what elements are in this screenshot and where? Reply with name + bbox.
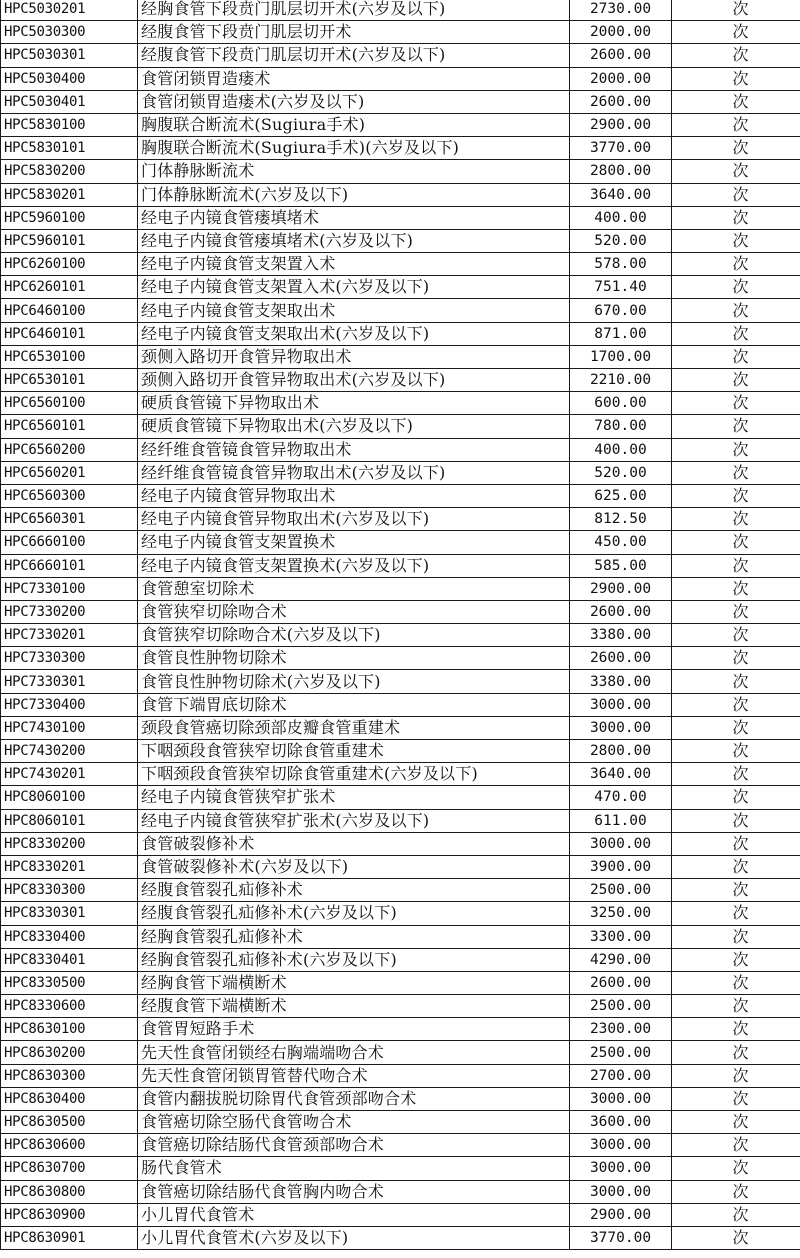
table-row (1, 90, 800, 113)
item-name-cell: 经电子内镜食管异物取出术(六岁及以下) (138, 508, 570, 531)
item-code-cell: HPC6260100 (1, 253, 138, 276)
item-unit-cell: 次 (672, 1064, 800, 1087)
table-row (1, 392, 800, 415)
item-name-cell: 经腹食管下段贲门肌层切开术 (138, 21, 570, 44)
item-code-cell: HPC6530100 (1, 345, 138, 368)
table-row (1, 902, 800, 925)
item-price-cell: 3770.00 (570, 137, 672, 160)
item-name-cell: 食管癌切除空肠代食管吻合术 (138, 1111, 570, 1134)
item-unit-cell: 次 (672, 879, 800, 902)
item-code-cell: HPC8330401 (1, 948, 138, 971)
table-row (1, 137, 800, 160)
item-unit-cell: 次 (672, 995, 800, 1018)
item-name-cell: 经电子内镜食管瘘填堵术(六岁及以下) (138, 229, 570, 252)
item-code-cell: HPC8630800 (1, 1180, 138, 1203)
item-name-cell: 食管闭锁胃造瘘术(六岁及以下) (138, 90, 570, 113)
table-row (1, 855, 800, 878)
item-price-cell: 2500.00 (570, 879, 672, 902)
item-price-cell: 670.00 (570, 299, 672, 322)
item-code-cell: HPC5830200 (1, 160, 138, 183)
item-price-cell: 4290.00 (570, 948, 672, 971)
table-row (1, 1180, 800, 1203)
item-unit-cell: 次 (672, 44, 800, 67)
item-name-cell: 小儿胃代食管术 (138, 1203, 570, 1226)
item-code-cell: HPC8630400 (1, 1087, 138, 1110)
item-code-cell: HPC5960101 (1, 229, 138, 252)
item-unit-cell: 次 (672, 229, 800, 252)
item-unit-cell: 次 (672, 925, 800, 948)
item-price-cell: 3900.00 (570, 855, 672, 878)
item-name-cell: 下咽颈段食管狭窄切除食管重建术(六岁及以下) (138, 763, 570, 786)
item-price-cell: 2000.00 (570, 21, 672, 44)
table-row (1, 461, 800, 484)
item-price-cell: 3000.00 (570, 832, 672, 855)
item-unit-cell: 次 (672, 415, 800, 438)
item-unit-cell: 次 (672, 1041, 800, 1064)
item-price-cell: 2500.00 (570, 1041, 672, 1064)
item-unit-cell: 次 (672, 206, 800, 229)
table-row (1, 1134, 800, 1157)
item-price-cell: 611.00 (570, 809, 672, 832)
item-code-cell: HPC8630600 (1, 1134, 138, 1157)
table-row (1, 786, 800, 809)
table-row (1, 484, 800, 507)
item-name-cell: 先天性食管闭锁经右胸端端吻合术 (138, 1041, 570, 1064)
table-row (1, 369, 800, 392)
item-name-cell: 食管癌切除结肠代食管颈部吻合术 (138, 1134, 570, 1157)
table-row (1, 67, 800, 90)
item-code-cell: HPC6460101 (1, 322, 138, 345)
item-unit-cell: 次 (672, 90, 800, 113)
item-code-cell: HPC7330100 (1, 577, 138, 600)
item-price-cell: 2900.00 (570, 113, 672, 136)
table-row (1, 948, 800, 971)
item-unit-cell: 次 (672, 461, 800, 484)
item-unit-cell: 次 (672, 345, 800, 368)
item-name-cell: 经电子内镜食管异物取出术 (138, 484, 570, 507)
item-unit-cell: 次 (672, 600, 800, 623)
item-price-cell: 450.00 (570, 531, 672, 554)
item-price-cell: 3380.00 (570, 624, 672, 647)
item-price-cell: 3640.00 (570, 763, 672, 786)
item-price-cell: 2600.00 (570, 600, 672, 623)
item-name-cell: 经腹食管裂孔疝修补术 (138, 879, 570, 902)
table-row (1, 229, 800, 252)
item-price-cell: 520.00 (570, 229, 672, 252)
item-unit-cell: 次 (672, 902, 800, 925)
item-code-cell: HPC6560100 (1, 392, 138, 415)
table-row (1, 438, 800, 461)
item-unit-cell: 次 (672, 786, 800, 809)
table-row (1, 508, 800, 531)
item-code-cell: HPC8330200 (1, 832, 138, 855)
table-row (1, 1041, 800, 1064)
item-name-cell: 经电子内镜食管瘘填堵术 (138, 206, 570, 229)
item-name-cell: 经电子内镜食管支架置换术(六岁及以下) (138, 554, 570, 577)
table-row (1, 299, 800, 322)
item-price-cell: 400.00 (570, 206, 672, 229)
item-price-cell: 751.40 (570, 276, 672, 299)
item-price-cell: 578.00 (570, 253, 672, 276)
table-row (1, 740, 800, 763)
item-price-cell: 470.00 (570, 786, 672, 809)
item-name-cell: 食管良性肿物切除术(六岁及以下) (138, 670, 570, 693)
item-price-cell: 2600.00 (570, 44, 672, 67)
table-row (1, 1111, 800, 1134)
item-code-cell: HPC5030400 (1, 67, 138, 90)
table-row (1, 183, 800, 206)
item-unit-cell: 次 (672, 855, 800, 878)
item-code-cell: HPC6560101 (1, 415, 138, 438)
item-code-cell: HPC8630901 (1, 1226, 138, 1249)
item-price-cell: 2300.00 (570, 1018, 672, 1041)
item-name-cell: 肠代食管术 (138, 1157, 570, 1180)
item-unit-cell: 次 (672, 369, 800, 392)
item-name-cell: 门体静脉断流术(六岁及以下) (138, 183, 570, 206)
table-row (1, 322, 800, 345)
item-unit-cell: 次 (672, 438, 800, 461)
item-unit-cell: 次 (672, 160, 800, 183)
item-code-cell: HPC5830201 (1, 183, 138, 206)
item-price-cell: 3300.00 (570, 925, 672, 948)
table-row (1, 809, 800, 832)
item-unit-cell: 次 (672, 624, 800, 647)
item-price-cell: 3000.00 (570, 1087, 672, 1110)
item-code-cell: HPC6530101 (1, 369, 138, 392)
item-price-cell: 520.00 (570, 461, 672, 484)
item-code-cell: HPC7330301 (1, 670, 138, 693)
item-price-cell: 2600.00 (570, 90, 672, 113)
item-price-cell: 812.50 (570, 508, 672, 531)
item-price-cell: 585.00 (570, 554, 672, 577)
table-row (1, 925, 800, 948)
item-price-cell: 2900.00 (570, 577, 672, 600)
item-price-cell: 3000.00 (570, 716, 672, 739)
item-name-cell: 颈侧入路切开食管异物取出术(六岁及以下) (138, 369, 570, 392)
item-name-cell: 经电子内镜食管支架置换术 (138, 531, 570, 554)
price-table-body (1, 0, 800, 1250)
item-code-cell: HPC7430100 (1, 716, 138, 739)
item-price-cell: 2600.00 (570, 647, 672, 670)
item-code-cell: HPC5030301 (1, 44, 138, 67)
table-row (1, 1087, 800, 1110)
item-code-cell: HPC6660101 (1, 554, 138, 577)
item-name-cell: 食管破裂修补术(六岁及以下) (138, 855, 570, 878)
item-code-cell: HPC5830100 (1, 113, 138, 136)
item-code-cell: HPC8330500 (1, 971, 138, 994)
item-code-cell: HPC6460100 (1, 299, 138, 322)
item-name-cell: 胸腹联合断流术(Sugiura手术)(六岁及以下) (138, 137, 570, 160)
item-price-cell: 2600.00 (570, 971, 672, 994)
item-unit-cell: 次 (672, 137, 800, 160)
item-name-cell: 食管闭锁胃造瘘术 (138, 67, 570, 90)
table-row (1, 647, 800, 670)
table-row (1, 577, 800, 600)
table-row (1, 600, 800, 623)
item-code-cell: HPC5830101 (1, 137, 138, 160)
item-unit-cell: 次 (672, 508, 800, 531)
item-code-cell: HPC8330300 (1, 879, 138, 902)
table-row (1, 670, 800, 693)
item-price-cell: 3640.00 (570, 183, 672, 206)
table-row (1, 554, 800, 577)
item-name-cell: 食管破裂修补术 (138, 832, 570, 855)
item-price-cell: 625.00 (570, 484, 672, 507)
item-code-cell: HPC8630100 (1, 1018, 138, 1041)
item-name-cell: 经纤维食管镜食管异物取出术(六岁及以下) (138, 461, 570, 484)
item-name-cell: 经电子内镜食管狭窄扩张术(六岁及以下) (138, 809, 570, 832)
item-name-cell: 食管内翻拔脱切除胃代食管颈部吻合术 (138, 1087, 570, 1110)
item-price-cell: 3250.00 (570, 902, 672, 925)
table-row (1, 971, 800, 994)
item-name-cell: 经电子内镜食管支架置入术 (138, 253, 570, 276)
item-code-cell: HPC7330400 (1, 693, 138, 716)
item-name-cell: 经纤维食管镜食管异物取出术 (138, 438, 570, 461)
item-code-cell: HPC5030201 (1, 0, 138, 21)
item-price-cell: 1700.00 (570, 345, 672, 368)
item-code-cell: HPC7430201 (1, 763, 138, 786)
item-name-cell: 小儿胃代食管术(六岁及以下) (138, 1226, 570, 1249)
item-name-cell: 食管憩室切除术 (138, 577, 570, 600)
table-row (1, 1064, 800, 1087)
item-name-cell: 颈侧入路切开食管异物取出术 (138, 345, 570, 368)
item-price-cell: 400.00 (570, 438, 672, 461)
table-row (1, 995, 800, 1018)
item-price-cell: 3000.00 (570, 1157, 672, 1180)
item-price-cell: 2800.00 (570, 740, 672, 763)
item-price-cell: 3000.00 (570, 693, 672, 716)
table-row (1, 832, 800, 855)
table-row (1, 879, 800, 902)
item-code-cell: HPC6560300 (1, 484, 138, 507)
item-price-cell: 2700.00 (570, 1064, 672, 1087)
item-price-cell: 2500.00 (570, 995, 672, 1018)
item-code-cell: HPC7330201 (1, 624, 138, 647)
item-name-cell: 先天性食管闭锁胃管替代吻合术 (138, 1064, 570, 1087)
item-name-cell: 食管胃短路手术 (138, 1018, 570, 1041)
item-unit-cell: 次 (672, 1111, 800, 1134)
item-unit-cell: 次 (672, 253, 800, 276)
item-name-cell: 经腹食管下段贲门肌层切开术(六岁及以下) (138, 44, 570, 67)
item-name-cell: 经胸食管裂孔疝修补术 (138, 925, 570, 948)
item-unit-cell: 次 (672, 670, 800, 693)
item-price-cell: 2730.00 (570, 0, 672, 21)
item-unit-cell: 次 (672, 971, 800, 994)
item-name-cell: 食管狭窄切除吻合术 (138, 600, 570, 623)
table-row (1, 1157, 800, 1180)
table-row (1, 1018, 800, 1041)
item-unit-cell: 次 (672, 740, 800, 763)
item-code-cell: HPC8630300 (1, 1064, 138, 1087)
item-code-cell: HPC5030401 (1, 90, 138, 113)
item-unit-cell: 次 (672, 1018, 800, 1041)
item-unit-cell: 次 (672, 0, 800, 21)
item-unit-cell: 次 (672, 299, 800, 322)
item-unit-cell: 次 (672, 554, 800, 577)
item-unit-cell: 次 (672, 1180, 800, 1203)
item-unit-cell: 次 (672, 577, 800, 600)
item-code-cell: HPC8330301 (1, 902, 138, 925)
item-code-cell: HPC8630200 (1, 1041, 138, 1064)
item-price-cell: 600.00 (570, 392, 672, 415)
table-row (1, 693, 800, 716)
item-unit-cell: 次 (672, 763, 800, 786)
item-name-cell: 经胸食管下端横断术 (138, 971, 570, 994)
item-name-cell: 经腹食管下端横断术 (138, 995, 570, 1018)
item-name-cell: 经电子内镜食管支架置入术(六岁及以下) (138, 276, 570, 299)
item-price-cell: 3000.00 (570, 1180, 672, 1203)
item-unit-cell: 次 (672, 183, 800, 206)
item-unit-cell: 次 (672, 832, 800, 855)
table-row (1, 0, 800, 21)
item-unit-cell: 次 (672, 531, 800, 554)
item-unit-cell: 次 (672, 392, 800, 415)
item-price-cell: 3000.00 (570, 1134, 672, 1157)
item-unit-cell: 次 (672, 484, 800, 507)
item-unit-cell: 次 (672, 322, 800, 345)
item-name-cell: 胸腹联合断流术(Sugiura手术) (138, 113, 570, 136)
table-row (1, 21, 800, 44)
item-name-cell: 经电子内镜食管支架取出术(六岁及以下) (138, 322, 570, 345)
item-code-cell: HPC8060100 (1, 786, 138, 809)
item-unit-cell: 次 (672, 948, 800, 971)
item-unit-cell: 次 (672, 1134, 800, 1157)
item-price-cell: 2900.00 (570, 1203, 672, 1226)
table-row (1, 345, 800, 368)
item-unit-cell: 次 (672, 647, 800, 670)
item-code-cell: HPC8630900 (1, 1203, 138, 1226)
item-name-cell: 食管癌切除结肠代食管胸内吻合术 (138, 1180, 570, 1203)
table-row (1, 160, 800, 183)
item-code-cell: HPC5030300 (1, 21, 138, 44)
table-row (1, 415, 800, 438)
table-row (1, 531, 800, 554)
item-price-cell: 3770.00 (570, 1226, 672, 1249)
table-row (1, 113, 800, 136)
item-name-cell: 下咽颈段食管狭窄切除食管重建术 (138, 740, 570, 763)
item-price-cell: 2000.00 (570, 67, 672, 90)
item-name-cell: 食管良性肿物切除术 (138, 647, 570, 670)
item-unit-cell: 次 (672, 113, 800, 136)
item-unit-cell: 次 (672, 67, 800, 90)
item-price-cell: 3600.00 (570, 1111, 672, 1134)
table-row (1, 206, 800, 229)
item-code-cell: HPC8630500 (1, 1111, 138, 1134)
item-code-cell: HPC8060101 (1, 809, 138, 832)
table-row (1, 763, 800, 786)
item-name-cell: 硬质食管镜下异物取出术 (138, 392, 570, 415)
item-code-cell: HPC6560200 (1, 438, 138, 461)
item-name-cell: 经胸食管下段贲门肌层切开术(六岁及以下) (138, 0, 570, 21)
item-code-cell: HPC8330201 (1, 855, 138, 878)
item-unit-cell: 次 (672, 1087, 800, 1110)
item-name-cell: 食管狭窄切除吻合术(六岁及以下) (138, 624, 570, 647)
item-price-cell: 3380.00 (570, 670, 672, 693)
table-row (1, 1226, 800, 1249)
item-unit-cell: 次 (672, 1157, 800, 1180)
table-row (1, 716, 800, 739)
item-name-cell: 食管下端胃底切除术 (138, 693, 570, 716)
table-row (1, 624, 800, 647)
item-unit-cell: 次 (672, 21, 800, 44)
table-row (1, 1203, 800, 1226)
item-code-cell: HPC6260101 (1, 276, 138, 299)
item-unit-cell: 次 (672, 1203, 800, 1226)
item-name-cell: 经胸食管裂孔疝修补术(六岁及以下) (138, 948, 570, 971)
item-code-cell: HPC5960100 (1, 206, 138, 229)
table-row (1, 44, 800, 67)
item-code-cell: HPC8330600 (1, 995, 138, 1018)
item-price-cell: 871.00 (570, 322, 672, 345)
item-price-cell: 2800.00 (570, 160, 672, 183)
item-unit-cell: 次 (672, 1226, 800, 1249)
item-name-cell: 经电子内镜食管支架取出术 (138, 299, 570, 322)
item-code-cell: HPC6560301 (1, 508, 138, 531)
item-unit-cell: 次 (672, 276, 800, 299)
item-name-cell: 颈段食管癌切除颈部皮瓣食管重建术 (138, 716, 570, 739)
item-code-cell: HPC7330300 (1, 647, 138, 670)
item-unit-cell: 次 (672, 716, 800, 739)
item-code-cell: HPC6560201 (1, 461, 138, 484)
item-name-cell: 经电子内镜食管狭窄扩张术 (138, 786, 570, 809)
item-unit-cell: 次 (672, 809, 800, 832)
item-code-cell: HPC7330200 (1, 600, 138, 623)
item-price-cell: 2210.00 (570, 369, 672, 392)
table-row (1, 276, 800, 299)
item-name-cell: 经腹食管裂孔疝修补术(六岁及以下) (138, 902, 570, 925)
item-code-cell: HPC6660100 (1, 531, 138, 554)
item-price-cell: 780.00 (570, 415, 672, 438)
item-code-cell: HPC8630700 (1, 1157, 138, 1180)
item-name-cell: 硬质食管镜下异物取出术(六岁及以下) (138, 415, 570, 438)
table-row (1, 253, 800, 276)
item-code-cell: HPC8330400 (1, 925, 138, 948)
item-code-cell: HPC7430200 (1, 740, 138, 763)
item-name-cell: 门体静脉断流术 (138, 160, 570, 183)
item-unit-cell: 次 (672, 693, 800, 716)
